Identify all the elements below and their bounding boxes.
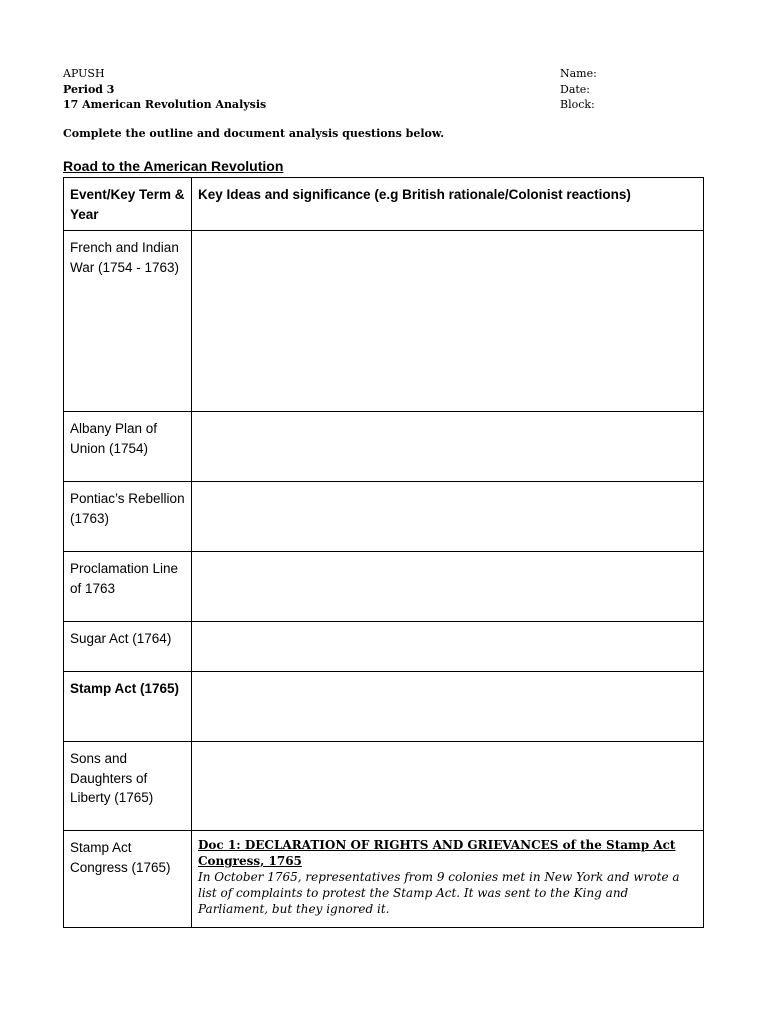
term-cell: Pontiac’s Rebellion (1763) — [64, 482, 192, 552]
table-row — [64, 552, 704, 622]
table-row — [64, 831, 704, 928]
answer-cell[interactable] — [192, 622, 704, 672]
term-cell: Stamp Act (1765) — [64, 672, 192, 742]
table-row — [64, 231, 704, 412]
name-field-label: Name: — [560, 67, 597, 80]
table-row — [64, 622, 704, 672]
table-row — [64, 412, 704, 482]
document-title: Doc 1: DECLARATION OF RIGHTS AND GRIEVANCES of the Stamp Act Congress, 1765 — [198, 838, 676, 868]
document-text: In October 1765, representatives from 9 colonies met in New York and wrote a list of complaints to protest the Stamp Act. It was sent to the King and Parliament, but they ignored it. — [198, 870, 680, 916]
header-right — [560, 66, 597, 113]
term-cell: Stamp Act Congress (1765) — [64, 831, 192, 928]
term-cell: Proclamation Line of 1763 — [64, 552, 192, 622]
term-cell: Sugar Act (1764) — [64, 622, 192, 672]
table-row — [64, 672, 704, 742]
term-cell: French and Indian War (1754 - 1763) — [64, 231, 192, 412]
answer-cell[interactable] — [192, 742, 704, 831]
answer-cell[interactable] — [192, 412, 704, 482]
term-cell: Albany Plan of Union (1754) — [64, 412, 192, 482]
period-label: Period 3 — [63, 82, 115, 96]
course-label: APUSH — [63, 67, 105, 80]
document-cell — [192, 831, 704, 928]
section-title: Road to the American Revolution — [63, 158, 284, 174]
worksheet-title: 17 American Revolution Analysis — [63, 98, 267, 111]
answer-cell[interactable] — [192, 552, 704, 622]
outline-table — [63, 177, 704, 928]
answer-cell[interactable] — [192, 672, 704, 742]
answer-cell[interactable] — [192, 482, 704, 552]
block-field-label: Block: — [560, 98, 595, 111]
header-left — [63, 66, 266, 113]
term-cell: Sons and Daughters of Liberty (1765) — [64, 742, 192, 831]
header-key-ideas: Key Ideas and significance (e.g British rationale/Colonist reactions) — [192, 178, 704, 231]
answer-cell[interactable] — [192, 231, 704, 412]
date-field-label: Date: — [560, 82, 591, 96]
table-row — [64, 482, 704, 552]
table-header-row — [64, 178, 704, 231]
header-term: Event/Key Term & Year — [64, 178, 192, 231]
table-row — [64, 742, 704, 831]
instructions: Complete the outline and document analysis questions below. — [63, 127, 445, 140]
